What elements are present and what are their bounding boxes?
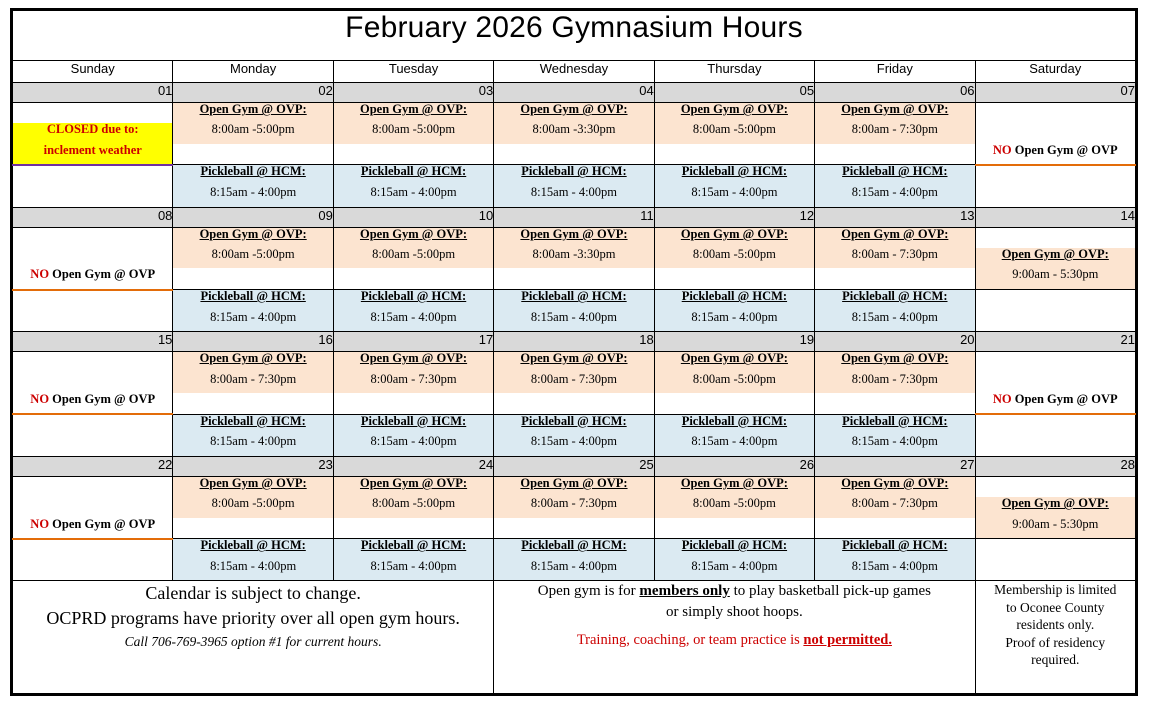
event-row xyxy=(13,352,1136,373)
event-empty xyxy=(13,186,173,207)
date-cell[interactable]: 24 xyxy=(333,456,493,476)
event-open-gym-hours: 8:00am -5:00pm xyxy=(654,248,814,268)
event-pickleball-title: Pickleball @ HCM: xyxy=(333,165,493,186)
date-cell[interactable]: 21 xyxy=(975,332,1135,352)
day-header-saturday: Saturday xyxy=(975,60,1135,82)
event-open-gym-hours: 8:00am -5:00pm xyxy=(333,123,493,143)
event-pickleball-title: Pickleball @ HCM: xyxy=(815,414,975,435)
event-empty xyxy=(975,227,1135,248)
event-empty xyxy=(13,165,173,186)
event-empty xyxy=(494,268,654,289)
event-open-gym-title: Open Gym @ OVP: xyxy=(654,103,814,124)
event-open-gym-title: Open Gym @ OVP: xyxy=(333,227,493,248)
date-cell[interactable]: 15 xyxy=(13,332,173,352)
event-empty xyxy=(13,373,173,393)
event-open-gym-hours: 9:00am - 5:30pm xyxy=(975,268,1135,289)
event-pickleball-hours: 8:15am - 4:00pm xyxy=(815,435,975,456)
event-row xyxy=(13,560,1136,581)
event-pickleball-title: Pickleball @ HCM: xyxy=(654,414,814,435)
event-empty xyxy=(13,311,173,332)
event-open-gym-hours: 8:00am -5:00pm xyxy=(173,248,333,268)
footer-middle-line3: Training, coaching, or team practice is not permitted. xyxy=(576,631,892,648)
no-label: NO xyxy=(30,392,50,406)
date-cell[interactable]: 05 xyxy=(654,82,814,102)
date-cell[interactable]: 27 xyxy=(815,456,975,476)
event-open-gym-hours: 8:00am - 7:30pm xyxy=(494,373,654,393)
date-cell[interactable]: 13 xyxy=(815,207,975,227)
calendar-table xyxy=(12,10,1136,694)
event-open-gym-hours: 8:00am - 7:30pm xyxy=(815,248,975,268)
event-empty xyxy=(13,560,173,581)
event-empty xyxy=(494,144,654,165)
event-pickleball-title: Pickleball @ HCM: xyxy=(494,414,654,435)
date-cell[interactable]: 22 xyxy=(13,456,173,476)
event-pickleball-title: Pickleball @ HCM: xyxy=(494,165,654,186)
event-pickleball-hours: 8:15am - 4:00pm xyxy=(494,435,654,456)
event-row xyxy=(13,311,1136,332)
event-pickleball-title: Pickleball @ HCM: xyxy=(173,290,333,311)
event-open-gym-title: Open Gym @ OVP: xyxy=(333,103,493,124)
footer-left-note xyxy=(13,581,494,694)
event-open-gym-hours: 8:00am -5:00pm xyxy=(654,497,814,517)
event-empty xyxy=(173,518,333,539)
event-no-open-gym: NO Open Gym @ OVP xyxy=(13,518,173,539)
event-empty xyxy=(654,518,814,539)
day-header-tuesday: Tuesday xyxy=(333,60,493,82)
event-empty xyxy=(975,539,1135,560)
date-row xyxy=(13,332,1136,352)
no-label: NO xyxy=(30,517,50,531)
event-empty xyxy=(494,393,654,414)
footer-right-line2: to Oconee County xyxy=(1006,599,1105,615)
event-row xyxy=(13,103,1136,124)
event-empty xyxy=(815,144,975,165)
page-title-cell xyxy=(13,11,1136,61)
date-cell[interactable]: 18 xyxy=(494,332,654,352)
date-cell[interactable]: 16 xyxy=(173,332,333,352)
event-empty xyxy=(975,186,1135,207)
event-open-gym-hours: 8:00am - 7:30pm xyxy=(815,123,975,143)
event-no-open-gym: NO Open Gym @ OVP xyxy=(13,393,173,414)
event-empty xyxy=(13,103,173,124)
event-open-gym-title: Open Gym @ OVP: xyxy=(975,248,1135,268)
date-cell[interactable]: 26 xyxy=(654,456,814,476)
event-pickleball-title: Pickleball @ HCM: xyxy=(333,414,493,435)
date-cell[interactable]: 08 xyxy=(13,207,173,227)
date-cell[interactable]: 12 xyxy=(654,207,814,227)
footer-right-line5: required. xyxy=(1031,652,1080,668)
event-open-gym-hours: 8:00am - 7:30pm xyxy=(815,373,975,393)
event-pickleball-hours: 8:15am - 4:00pm xyxy=(173,311,333,332)
event-empty xyxy=(975,165,1135,186)
event-row xyxy=(13,373,1136,393)
event-row xyxy=(13,248,1136,268)
date-cell[interactable]: 06 xyxy=(815,82,975,102)
event-pickleball-hours: 8:15am - 4:00pm xyxy=(333,435,493,456)
event-pickleball-hours: 8:15am - 4:00pm xyxy=(815,186,975,207)
event-open-gym-hours: 8:00am -3:30pm xyxy=(494,123,654,143)
event-no-open-gym: NO Open Gym @ OVP xyxy=(13,268,173,289)
event-pickleball-title: Pickleball @ HCM: xyxy=(494,290,654,311)
event-empty xyxy=(13,539,173,560)
event-row xyxy=(13,539,1136,560)
event-pickleball-hours: 8:15am - 4:00pm xyxy=(815,311,975,332)
event-row xyxy=(13,268,1136,289)
event-pickleball-title: Pickleball @ HCM: xyxy=(654,165,814,186)
event-open-gym-hours: 8:00am -5:00pm xyxy=(173,497,333,517)
date-cell[interactable]: 10 xyxy=(333,207,493,227)
event-open-gym-hours: 8:00am - 7:30pm xyxy=(333,373,493,393)
event-empty xyxy=(975,311,1135,332)
event-pickleball-hours: 8:15am - 4:00pm xyxy=(333,186,493,207)
date-cell[interactable]: 28 xyxy=(975,456,1135,476)
event-open-gym-hours: 9:00am - 5:30pm xyxy=(975,518,1135,539)
event-pickleball-hours: 8:15am - 4:00pm xyxy=(654,311,814,332)
event-pickleball-hours: 8:15am - 4:00pm xyxy=(494,560,654,581)
event-open-gym-title: Open Gym @ OVP: xyxy=(654,476,814,497)
event-empty xyxy=(333,144,493,165)
event-row xyxy=(13,476,1136,497)
event-empty xyxy=(494,518,654,539)
event-empty xyxy=(13,227,173,248)
event-pickleball-hours: 8:15am - 4:00pm xyxy=(333,311,493,332)
event-pickleball-hours: 8:15am - 4:00pm xyxy=(173,186,333,207)
footer-right-line3: residents only. xyxy=(1016,617,1095,633)
event-empty xyxy=(975,123,1135,143)
event-row xyxy=(13,186,1136,207)
event-open-gym-title: Open Gym @ OVP: xyxy=(173,352,333,373)
date-cell[interactable]: 02 xyxy=(173,82,333,102)
day-header-monday: Monday xyxy=(173,60,333,82)
event-pickleball-hours: 8:15am - 4:00pm xyxy=(654,435,814,456)
date-cell[interactable]: 25 xyxy=(494,456,654,476)
event-open-gym-title: Open Gym @ OVP: xyxy=(494,227,654,248)
event-open-gym-hours: 8:00am -5:00pm xyxy=(333,497,493,517)
event-row xyxy=(13,435,1136,456)
date-cell[interactable]: 07 xyxy=(975,82,1135,102)
event-open-gym-title: Open Gym @ OVP: xyxy=(975,497,1135,517)
event-pickleball-title: Pickleball @ HCM: xyxy=(815,539,975,560)
event-empty xyxy=(975,352,1135,373)
event-row xyxy=(13,144,1136,165)
event-pickleball-hours: 8:15am - 4:00pm xyxy=(654,186,814,207)
event-empty xyxy=(13,290,173,311)
event-pickleball-hours: 8:15am - 4:00pm xyxy=(173,435,333,456)
no-label: NO xyxy=(992,392,1012,406)
event-open-gym-hours: 8:00am -5:00pm xyxy=(654,123,814,143)
event-open-gym-hours: 8:00am -5:00pm xyxy=(333,248,493,268)
event-open-gym-hours: 8:00am -5:00pm xyxy=(173,123,333,143)
event-empty xyxy=(815,268,975,289)
event-empty xyxy=(13,414,173,435)
date-cell[interactable]: 14 xyxy=(975,207,1135,227)
event-empty xyxy=(654,144,814,165)
calendar-frame xyxy=(10,8,1138,696)
event-empty xyxy=(654,268,814,289)
footer-right-line4: Proof of residency xyxy=(1005,634,1106,650)
event-pickleball-title: Pickleball @ HCM: xyxy=(333,290,493,311)
event-empty xyxy=(173,393,333,414)
footer-left-line2: OCPRD programs have priority over all open gym hours. xyxy=(46,607,460,628)
event-empty xyxy=(975,414,1135,435)
event-pickleball-hours: 8:15am - 4:00pm xyxy=(494,186,654,207)
event-open-gym-title: Open Gym @ OVP: xyxy=(494,476,654,497)
event-pickleball-hours: 8:15am - 4:00pm xyxy=(173,560,333,581)
no-label: NO xyxy=(992,143,1012,157)
event-row xyxy=(13,518,1136,539)
event-no-open-gym: NO Open Gym @ OVP xyxy=(975,393,1135,414)
event-open-gym-title: Open Gym @ OVP: xyxy=(333,476,493,497)
footer-left-phone: Call 706-769-3965 option #1 for current hours. xyxy=(124,633,382,649)
date-cell[interactable]: 19 xyxy=(654,332,814,352)
date-cell[interactable]: 01 xyxy=(13,82,173,102)
date-cell[interactable]: 04 xyxy=(494,82,654,102)
event-open-gym-hours: 8:00am - 7:30pm xyxy=(173,373,333,393)
date-cell[interactable]: 03 xyxy=(333,82,493,102)
date-cell[interactable]: 23 xyxy=(173,456,333,476)
not-permitted-emphasis: not permitted. xyxy=(803,631,892,648)
event-open-gym-title: Open Gym @ OVP: xyxy=(654,227,814,248)
event-empty xyxy=(13,435,173,456)
event-open-gym-title: Open Gym @ OVP: xyxy=(333,352,493,373)
event-pickleball-title: Pickleball @ HCM: xyxy=(815,165,975,186)
footer-right-line1: Membership is limited xyxy=(994,582,1117,598)
event-closed-line1: CLOSED due to: xyxy=(13,123,173,143)
event-open-gym-title: Open Gym @ OVP: xyxy=(173,103,333,124)
event-open-gym-title: Open Gym @ OVP: xyxy=(494,352,654,373)
event-empty xyxy=(975,373,1135,393)
footer-membership-note xyxy=(975,581,1135,694)
event-open-gym-hours: 8:00am - 7:30pm xyxy=(815,497,975,517)
footer-row xyxy=(13,581,1136,694)
day-header-row xyxy=(13,60,1136,82)
event-pickleball-title: Pickleball @ HCM: xyxy=(333,539,493,560)
date-row xyxy=(13,456,1136,476)
event-open-gym-hours: 8:00am - 7:30pm xyxy=(494,497,654,517)
event-empty xyxy=(173,144,333,165)
date-row xyxy=(13,207,1136,227)
event-open-gym-hours: 8:00am -3:30pm xyxy=(494,248,654,268)
event-pickleball-title: Pickleball @ HCM: xyxy=(173,414,333,435)
title-row xyxy=(13,11,1136,61)
event-open-gym-title: Open Gym @ OVP: xyxy=(815,476,975,497)
event-pickleball-title: Pickleball @ HCM: xyxy=(494,539,654,560)
page-title: February 2026 Gymnasium Hours xyxy=(345,11,803,44)
event-row xyxy=(13,497,1136,517)
event-open-gym-title: Open Gym @ OVP: xyxy=(815,103,975,124)
day-header-sunday: Sunday xyxy=(13,60,173,82)
footer-middle-line2: or simply shoot hoops. xyxy=(666,603,803,620)
event-empty xyxy=(13,497,173,517)
event-pickleball-hours: 8:15am - 4:00pm xyxy=(815,560,975,581)
event-no-open-gym: NO Open Gym @ OVP xyxy=(975,144,1135,165)
event-pickleball-title: Pickleball @ HCM: xyxy=(654,290,814,311)
event-row xyxy=(13,165,1136,186)
date-row xyxy=(13,82,1136,102)
event-open-gym-title: Open Gym @ OVP: xyxy=(494,103,654,124)
day-header-wednesday: Wednesday xyxy=(494,60,654,82)
event-empty xyxy=(333,518,493,539)
members-only-emphasis: members only xyxy=(639,583,730,600)
day-header-friday: Friday xyxy=(815,60,975,82)
event-pickleball-title: Pickleball @ HCM: xyxy=(173,165,333,186)
event-open-gym-title: Open Gym @ OVP: xyxy=(815,227,975,248)
event-empty xyxy=(975,476,1135,497)
event-pickleball-title: Pickleball @ HCM: xyxy=(815,290,975,311)
date-cell[interactable]: 17 xyxy=(333,332,493,352)
event-open-gym-hours: 8:00am -5:00pm xyxy=(654,373,814,393)
event-pickleball-title: Pickleball @ HCM: xyxy=(173,539,333,560)
event-empty xyxy=(173,268,333,289)
event-open-gym-title: Open Gym @ OVP: xyxy=(654,352,814,373)
event-open-gym-title: Open Gym @ OVP: xyxy=(815,352,975,373)
event-empty xyxy=(333,393,493,414)
event-closed-line2: inclement weather xyxy=(13,144,173,165)
date-cell[interactable]: 11 xyxy=(494,207,654,227)
event-empty xyxy=(815,518,975,539)
event-pickleball-hours: 8:15am - 4:00pm xyxy=(654,560,814,581)
footer-middle-line1: Open gym is for members only to play basketball pick-up games xyxy=(537,583,932,600)
event-pickleball-hours: 8:15am - 4:00pm xyxy=(333,560,493,581)
event-pickleball-title: Pickleball @ HCM: xyxy=(654,539,814,560)
footer-middle-note xyxy=(494,581,975,694)
footer-left-line1: Calendar is subject to change. xyxy=(145,583,361,604)
event-empty xyxy=(13,248,173,268)
event-row xyxy=(13,227,1136,248)
event-empty xyxy=(654,393,814,414)
event-pickleball-hours: 8:15am - 4:00pm xyxy=(494,311,654,332)
event-empty xyxy=(975,290,1135,311)
day-header-thursday: Thursday xyxy=(654,60,814,82)
event-row xyxy=(13,123,1136,143)
event-row xyxy=(13,393,1136,414)
event-empty xyxy=(333,268,493,289)
event-open-gym-title: Open Gym @ OVP: xyxy=(173,476,333,497)
event-row xyxy=(13,414,1136,435)
event-open-gym-title: Open Gym @ OVP: xyxy=(173,227,333,248)
date-cell[interactable]: 20 xyxy=(815,332,975,352)
event-empty xyxy=(975,103,1135,124)
event-empty xyxy=(13,352,173,373)
event-empty xyxy=(975,435,1135,456)
event-empty xyxy=(815,393,975,414)
no-label: NO xyxy=(30,268,50,282)
date-cell[interactable]: 09 xyxy=(173,207,333,227)
event-empty xyxy=(13,476,173,497)
event-empty xyxy=(975,560,1135,581)
event-row xyxy=(13,290,1136,311)
